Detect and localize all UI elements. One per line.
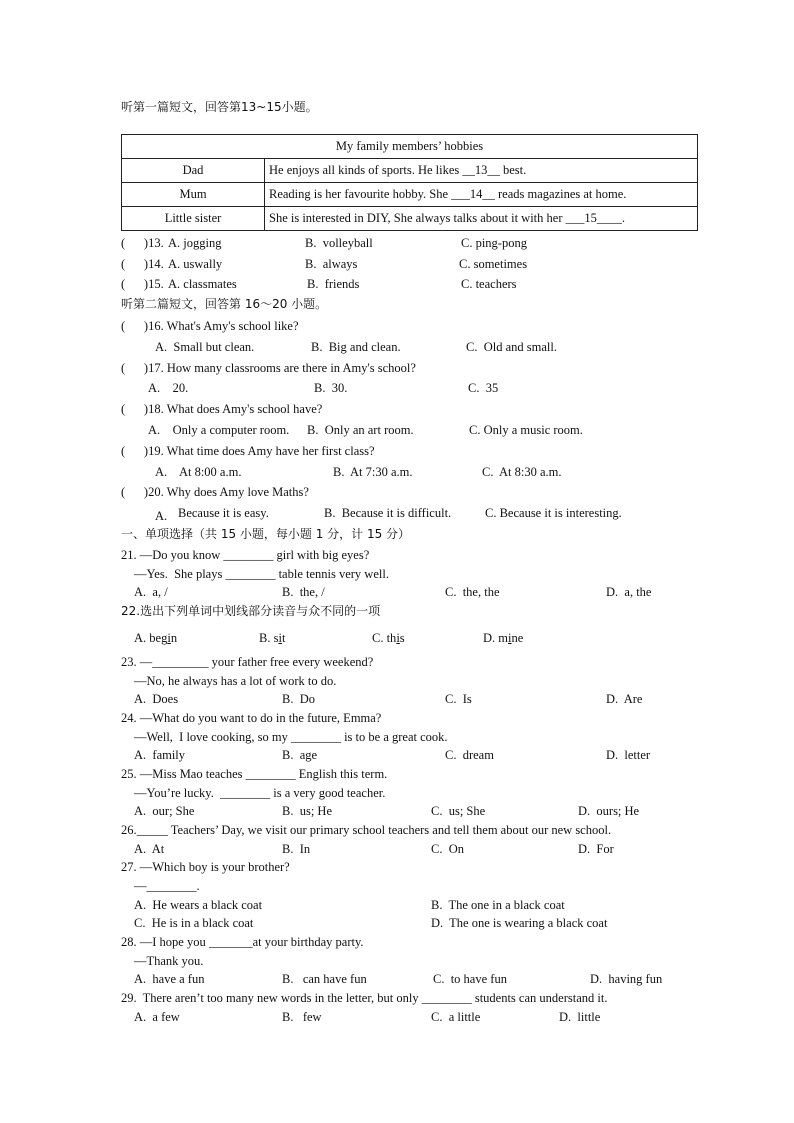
q22-c-rest: s: [399, 631, 405, 645]
q24-option-b: B. age: [282, 748, 318, 762]
q18-option-c: C. Only a music room.: [469, 423, 583, 437]
q22-a-text: A. beg: [134, 631, 168, 645]
q23-line1: 23. —_________ your father free every weekend?: [121, 655, 374, 669]
q16-option-b: B. Big and clean.: [311, 340, 401, 354]
q22-stem: 22.选出下列单词中划线部分读音与众不同的一项: [121, 604, 381, 618]
q21-option-b: B. the, /: [282, 585, 325, 599]
q13-option-c: C. ping-pong: [461, 236, 527, 250]
q29-option-d: D. little: [559, 1010, 601, 1024]
q22-b-rest: t: [281, 631, 286, 645]
q22-b-underline: i: [278, 631, 282, 645]
q28-option-a: A. have a fun: [134, 972, 205, 986]
q21-line1: 21. —Do you know ________ girl with big eyes?: [121, 548, 370, 562]
q20-option-c: C. Because it is interesting.: [485, 506, 622, 520]
q27-option-b: B. The one in a black coat: [431, 898, 565, 912]
member-hobby: Reading is her favourite hobby. She ___14__ reads magazines at home.: [265, 183, 698, 207]
q13-number: ( )13.: [121, 236, 164, 250]
q22-option-c: [372, 630, 405, 646]
q21-line2: —Yes. She plays ________ table tennis very well.: [134, 567, 389, 581]
member-hobby: He enjoys all kinds of sports. He likes __13__ best.: [265, 159, 698, 183]
q22-d-text: D. m: [483, 631, 508, 645]
q13-option-b: B. volleyball: [305, 236, 373, 250]
q22-a-underline: i: [167, 631, 171, 645]
q16-option-c: C. Old and small.: [466, 340, 557, 354]
q22-option-a: [134, 630, 177, 646]
q15-number: ( )15.: [121, 277, 164, 291]
section-listening-2: 听第二篇短文，回答第 16～20 小题。: [121, 297, 328, 311]
q27-line1: 27. —Which boy is your brother?: [121, 860, 290, 874]
table-row: [122, 183, 698, 207]
q29-option-c: C. a little: [431, 1010, 481, 1024]
table-row: [122, 159, 698, 183]
q22-option-d: [483, 630, 523, 646]
q26-line1: 26._____ Teachers’ Day, we visit our primary school teachers and tell them about our new school.: [121, 823, 612, 837]
q26-option-b: B. In: [282, 842, 311, 856]
q18-option-a: A. Only a computer room.: [148, 423, 290, 437]
q22-a-rest: n: [170, 631, 178, 645]
q24-option-c: C. dream: [445, 748, 494, 762]
q29-option-b: B. few: [282, 1010, 322, 1024]
q23-option-b: B. Do: [282, 692, 315, 706]
q14-option-b: B. always: [305, 257, 358, 271]
q14-option-c: C. sometimes: [459, 257, 528, 271]
q25-option-b: B. us; He: [282, 804, 332, 818]
q17-stem: ( )17. How many classrooms are there in Amy's school?: [121, 361, 416, 375]
q27-option-a: A. He wears a black coat: [134, 898, 263, 912]
table-row: [122, 207, 698, 231]
q27-line2: —________.: [134, 879, 200, 893]
q19-option-a: A. At 8:00 a.m.: [155, 465, 242, 479]
q15-option-a: A. classmates: [168, 277, 237, 291]
q23-line2: —No, he always has a lot of work to do.: [134, 674, 337, 688]
q29-option-a: A. a few: [134, 1010, 180, 1024]
q19-option-b: B. At 7:30 a.m.: [333, 465, 413, 479]
q16-stem: ( )16. What's Amy's school like?: [121, 319, 299, 333]
q14-number: ( )14.: [121, 257, 164, 271]
q19-option-c: C. At 8:30 a.m.: [482, 465, 562, 479]
q22-d-underline: i: [508, 631, 512, 645]
q15-option-b: B. friends: [307, 277, 360, 291]
hobbies-table: [121, 134, 698, 231]
q17-option-a: A. 20.: [148, 381, 189, 395]
q14-option-a: A. uswally: [168, 257, 223, 271]
q28-option-b: B. can have fun: [282, 972, 367, 986]
q20-option-a: Because it is easy.: [178, 506, 269, 520]
q22-c-underline: i: [396, 631, 400, 645]
q18-stem: ( )18. What does Amy's school have?: [121, 402, 323, 416]
q23-option-a: A. Does: [134, 692, 179, 706]
q24-line1: 24. —What do you want to do in the future, Emma?: [121, 711, 382, 725]
q15-option-c: C. teachers: [461, 277, 517, 291]
q27-option-c: C. He is in a black coat: [134, 916, 254, 930]
q21-option-c: C. the, the: [445, 585, 500, 599]
q16-option-a: A. Small but clean.: [155, 340, 255, 354]
section-single-choice: 一、单项选择（共 15 小题，每小题 1 分，计 15 分）: [121, 527, 411, 541]
member-hobby: She is interested in DIY, She always talks about it with her ___15____.: [265, 207, 698, 231]
q22-b-text: B. s: [259, 631, 279, 645]
q24-option-a: A. family: [134, 748, 186, 762]
table-title: My family members’ hobbies: [122, 135, 698, 159]
q19-stem: ( )19. What time does Amy have her first class?: [121, 444, 375, 458]
q23-option-c: C. Is: [445, 692, 472, 706]
q29-line1: 29. There aren’t too many new words in the letter, but only ________ students can understand it.: [121, 991, 608, 1005]
q17-option-b: B. 30.: [314, 381, 348, 395]
q20-stem: ( )20. Why does Amy love Maths?: [121, 485, 309, 499]
q23-option-d: D. Are: [606, 692, 643, 706]
section-listening-1: 听第一篇短文，回答第13~15小题。: [121, 100, 318, 114]
member-name: Dad: [122, 159, 265, 183]
q28-line1: 28. —I hope you _______at your birthday party.: [121, 935, 364, 949]
q20-option-a-letter: A.: [155, 509, 168, 523]
member-name: Mum: [122, 183, 265, 207]
q28-option-c: C. to have fun: [433, 972, 507, 986]
q24-option-d: D. letter: [606, 748, 651, 762]
q25-option-c: C. us; She: [431, 804, 486, 818]
q26-option-a: A. At: [134, 842, 165, 856]
q22-c-text: C. th: [372, 631, 397, 645]
q28-option-d: D. having fun: [590, 972, 663, 986]
q25-line1: 25. —Miss Mao teaches ________ English this term.: [121, 767, 388, 781]
q25-line2: —You’re lucky. ________ is a very good teacher.: [134, 786, 386, 800]
q22-d-rest: ne: [511, 631, 524, 645]
q28-line2: —Thank you.: [134, 954, 204, 968]
q26-option-d: D. For: [578, 842, 614, 856]
q27-option-d: D. The one is wearing a black coat: [431, 916, 608, 930]
q26-option-c: C. On: [431, 842, 464, 856]
q25-option-d: D. ours; He: [578, 804, 640, 818]
q22-option-b: [259, 630, 285, 646]
q21-option-d: D. a, the: [606, 585, 652, 599]
member-name: Little sister: [122, 207, 265, 231]
q13-option-a: A. jogging: [168, 236, 222, 250]
q20-option-b: B. Because it is difficult.: [324, 506, 452, 520]
q18-option-b: B. Only an art room.: [307, 423, 414, 437]
q17-option-c: C. 35: [468, 381, 499, 395]
q21-option-a: A. a, /: [134, 585, 168, 599]
q25-option-a: A. our; She: [134, 804, 195, 818]
q24-line2: —Well, I love cooking, so my ________ is to be a great cook.: [134, 730, 448, 744]
